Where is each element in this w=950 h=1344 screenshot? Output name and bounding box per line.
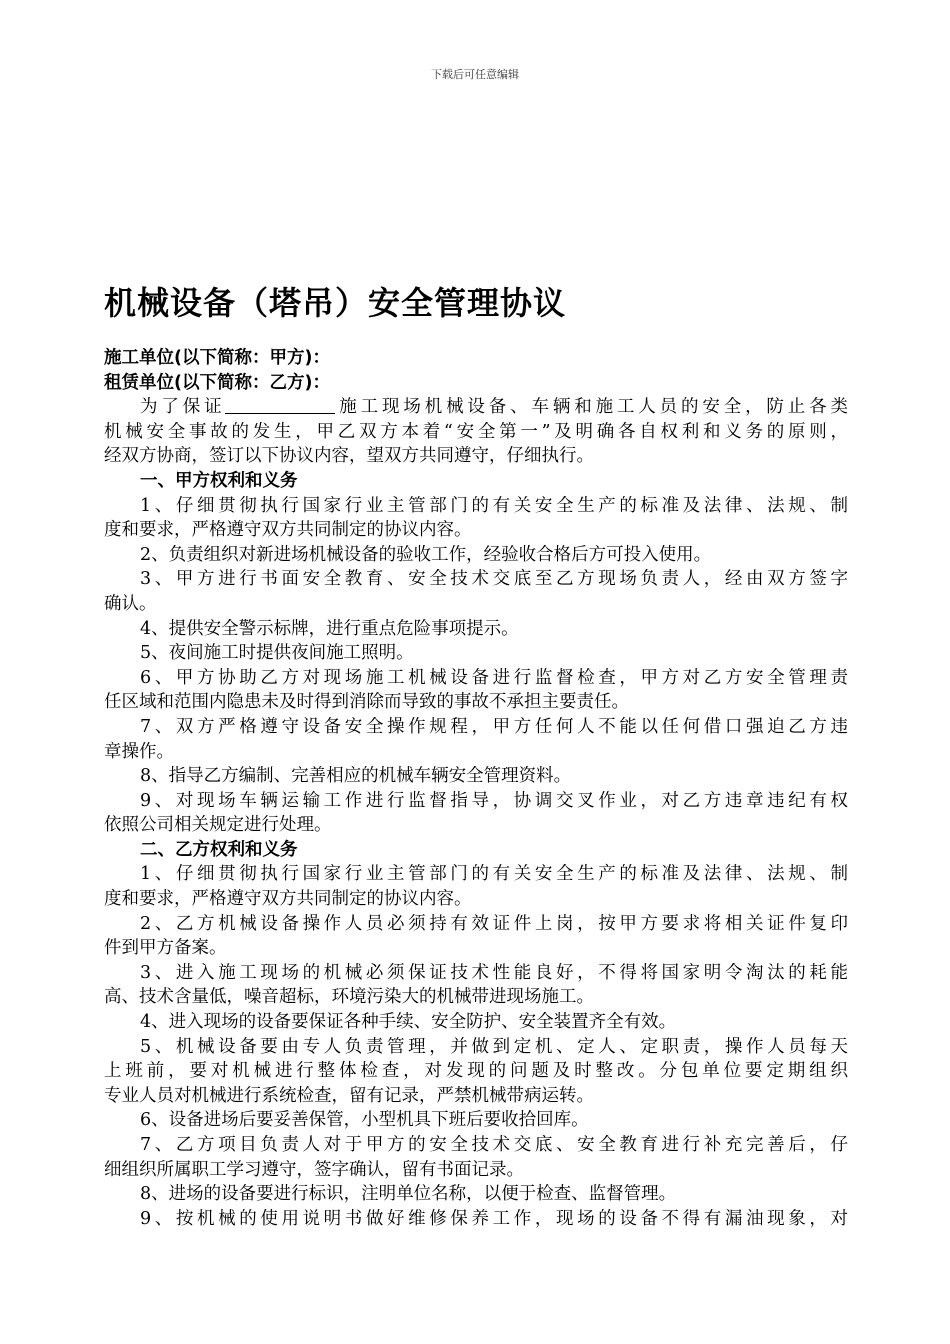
paragraph-line: 专业人员对机械进行系统检查，留有记录，严禁机械带病运转。 xyxy=(104,1085,594,1106)
paragraph-line: 7、双方严格遵守设备安全操作规程，甲方任何人不能以任何借口强迫乙方违 xyxy=(140,716,848,737)
paragraph-line: 9、对现场车辆运输工作进行监督指导，协调交叉作业，对乙方违章违纪有权 xyxy=(140,790,848,811)
paragraph-line: 确认。 xyxy=(104,593,157,614)
paragraph-line: 章操作。 xyxy=(104,741,174,762)
paragraph-line: 依照公司相关规定进行处理。 xyxy=(104,815,332,836)
paragraph-line: 4、提供安全警示标牌，进行重点危险事项提示。 xyxy=(140,618,519,639)
paragraph-line: 度和要求，严格遵守双方共同制定的协议内容。 xyxy=(104,520,472,541)
paragraph-line: 8、指导乙方编制、完善相应的机械车辆安全管理资料。 xyxy=(140,766,572,787)
party-b-label: 租赁单位(以下简称：乙方)： xyxy=(104,372,330,393)
paragraph-line: 6、设备进场后要妥善保管，小型机具下班后要收拾回库。 xyxy=(140,1110,589,1131)
paragraph-line: 4、进入现场的设备要保证各种手续、安全防护、安全装置齐全有效。 xyxy=(140,1012,677,1033)
paragraph-line: 5、机械设备要由专人负责管理，并做到定机、定人、定职责，操作人员每天 xyxy=(140,1036,848,1057)
paragraph-line: 2、乙方机械设备操作人员必须持有效证件上岗，按甲方要求将相关证件复印 xyxy=(140,913,848,934)
paragraph-line: 2、负责组织对新进场机械设备的验收工作，经验收合格后方可投入使用。 xyxy=(140,544,712,565)
paragraph-line: 上班前，要对机械进行整体检查，对发现的问题及时整改。分包单位要定期组织 xyxy=(104,1061,848,1082)
paragraph-line: 9、按机械的使用说明书做好维修保养工作，现场的设备不得有漏油现象，对 xyxy=(140,1208,848,1229)
intro-line-2: 机械安全事故的发生，甲乙双方本着“安全第一”及明确各自权利和义务的原则， xyxy=(104,421,848,442)
paragraph-line: 5、夜间施工时提供夜间施工照明。 xyxy=(140,643,414,664)
document-body xyxy=(104,346,848,1231)
paragraph-line: 8、进场的设备要进行标识，注明单位名称，以便于检查、监督管理。 xyxy=(140,1184,677,1205)
paragraph-line: 任区域和范围内隐患未及时得到消除而导致的事故不承担主要责任。 xyxy=(104,692,629,713)
intro-line-1: 为了保证 施工现场机械设备、车辆和施工人员的安全，防止各类 xyxy=(140,397,848,418)
paragraph-line: 6、甲方协助乙方对现场施工机械设备进行监督检查，甲方对乙方安全管理责 xyxy=(140,667,848,688)
document-title: 机械设备（塔吊）安全管理协议 xyxy=(104,284,567,322)
paragraph-line: 1、仔细贯彻执行国家行业主管部门的有关安全生产的标准及法律、法规、制 xyxy=(140,495,848,516)
paragraph-line: 3、甲方进行书面安全教育、安全技术交底至乙方现场负责人，经由双方签字 xyxy=(140,569,848,590)
paragraph-line: 件到甲方备案。 xyxy=(104,938,227,959)
paragraph-line: 细组织所属职工学习遵守，签字确认，留有书面记录。 xyxy=(104,1159,524,1180)
paragraph-line: 高、技术含量低，噪音超标，环境污染大的机械带进现场施工。 xyxy=(104,987,594,1008)
paragraph-line: 1、仔细贯彻执行国家行业主管部门的有关安全生产的标准及法律、法规、制 xyxy=(140,864,848,885)
paragraph-line: 3、进入施工现场的机械必须保证技术性能良好，不得将国家明令淘汰的耗能 xyxy=(140,962,848,983)
section-b-lines xyxy=(104,862,848,1231)
intro-line-3: 经双方协商，签订以下协议内容，望双方共同遵守，仔细执行。 xyxy=(104,446,594,467)
header-note: 下载后可任意编辑 xyxy=(431,68,519,81)
project-name-blank xyxy=(225,396,335,414)
paragraph-line: 度和要求，严格遵守双方共同制定的协议内容。 xyxy=(104,889,472,910)
section-a-heading: 一、甲方权利和义务 xyxy=(140,470,298,491)
section-b-heading: 二、乙方权利和义务 xyxy=(140,839,298,860)
section-a-lines xyxy=(104,494,848,838)
paragraph-line: 7、乙方项目负责人对于甲方的安全技术交底、安全教育进行补充完善后，仔 xyxy=(140,1135,848,1155)
party-a-label: 施工单位(以下简称：甲方)： xyxy=(104,348,330,368)
